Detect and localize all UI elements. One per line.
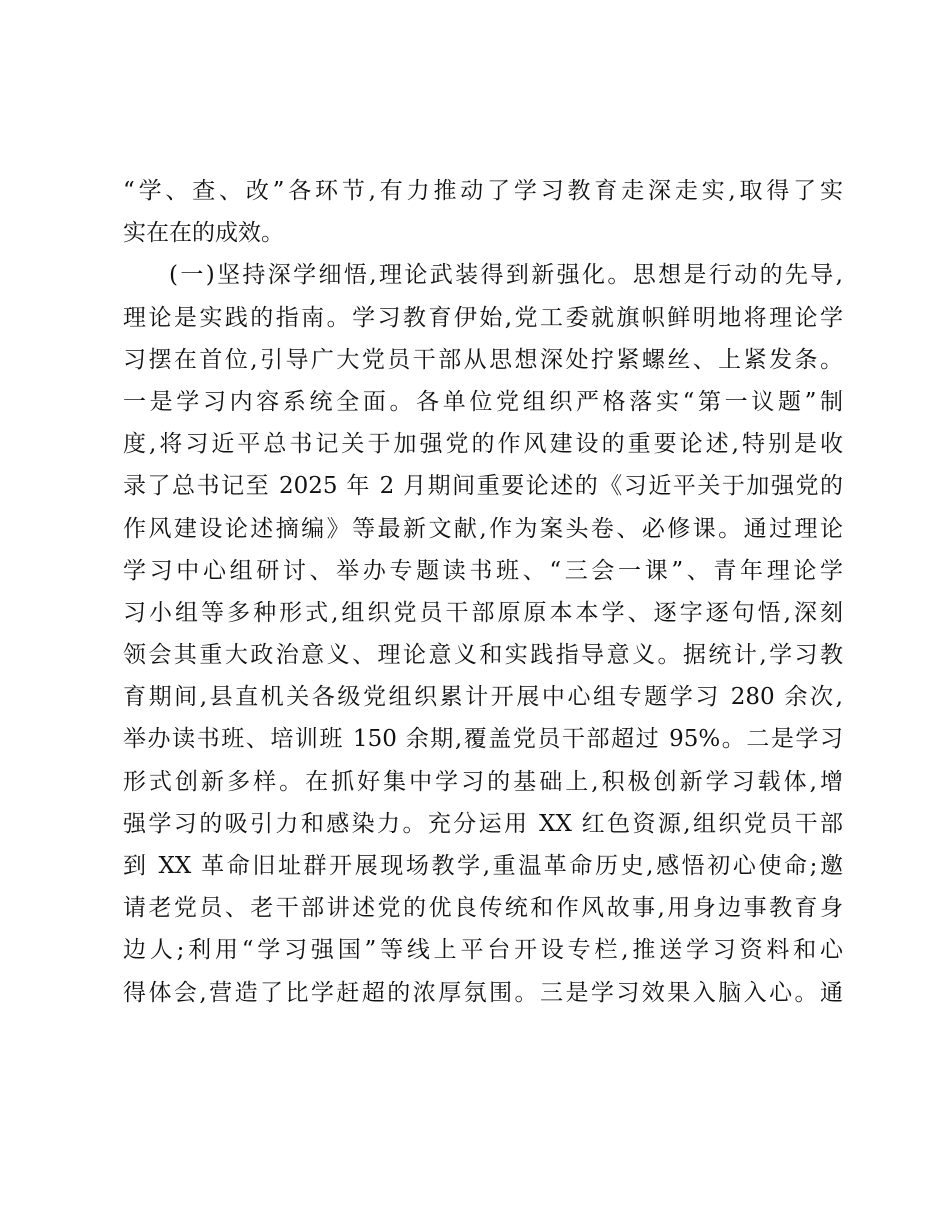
text-line: 录了总书记至 2025 年 2 月期间重要论述的《习近平关于加强党的 (123, 473, 843, 500)
text-line: 实在在的成效。 (123, 220, 284, 247)
text-line: 领会其重大政治意义、理论意义和实践指导意义。据统计,学习教 (123, 642, 843, 669)
text-line: 习小组等多种形式,组织党员干部原原本本学、逐字逐句悟,深刻 (123, 599, 843, 626)
text-line: 得体会,营造了比学赶超的浓厚氛围。三是学习效果入脑入心。通 (123, 979, 843, 1006)
text-line: 形式创新多样。在抓好集中学习的基础上,积极创新学习载体,增 (123, 768, 843, 795)
text-line: 一是学习内容系统全面。各单位党组织严格落实“第一议题”制 (123, 388, 843, 415)
text-line: 请老党员、老干部讲述党的优良传统和作风故事,用身边事教育身 (123, 895, 843, 922)
text-line: 强学习的吸引力和感染力。充分运用 XX 红色资源,组织党员干部 (123, 810, 843, 837)
text-line: 度,将习近平总书记关于加强党的作风建设的重要论述,特别是收 (123, 431, 843, 458)
text-line: 边人;利用“学习强国”等线上平台开设专栏,推送学习资料和心 (123, 937, 843, 964)
text-line: “学、查、改”各环节,有力推动了学习教育走深走实,取得了实 (123, 178, 843, 204)
section-heading-line: (一)坚持深学细悟,理论武装得到新强化。思想是行动的先导, (169, 262, 843, 289)
text-line: 作风建设论述摘编》等最新文献,作为案头卷、必修课。通过理论 (123, 515, 843, 542)
text-line: 理论是实践的指南。学习教育伊始,党工委就旗帜鲜明地将理论学 (123, 304, 843, 331)
text-line: 习摆在首位,引导广大党员干部从思想深处拧紧螺丝、上紧发条。 (123, 346, 843, 373)
text-line: 举办读书班、培训班 150 余期,覆盖党员干部超过 95%。二是学习 (123, 726, 843, 753)
text-line: 到 XX 革命旧址群开展现场教学,重温革命历史,感悟初心使命;邀 (123, 853, 843, 879)
body-text (123, 170, 843, 1014)
text-line: 育期间,县直机关各级党组织累计开展中心组专题学习 280 余次, (123, 684, 843, 711)
text-line: 学习中心组研讨、举办专题读书班、“三会一课”、青年理论学 (123, 557, 843, 584)
